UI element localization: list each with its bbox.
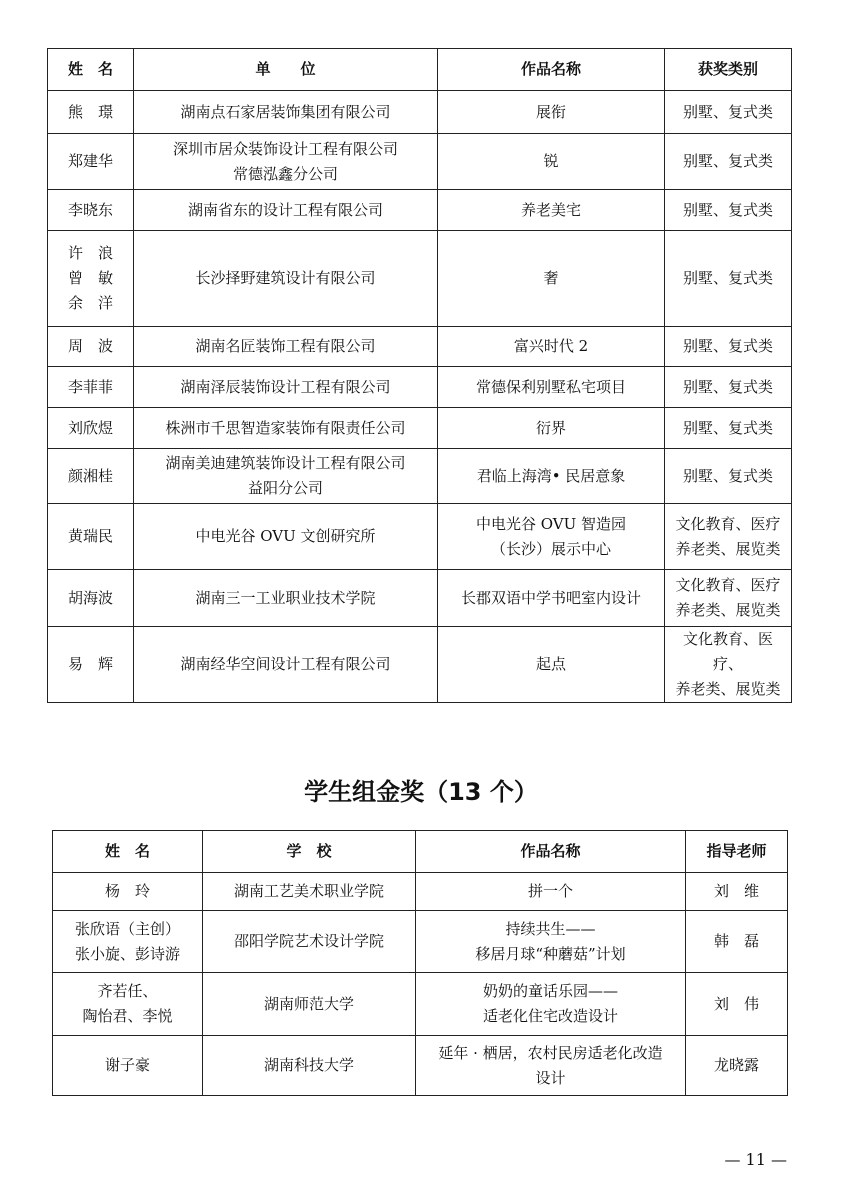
page-number: — 11 — [724,1150,787,1169]
cell-school [203,873,416,911]
header-name: 姓 名 [53,831,203,873]
cell-school [203,1036,416,1096]
cell-work [416,1036,686,1096]
table-row [53,911,788,973]
name-text: 李菲菲 [67,377,113,396]
unit-text: 长沙择野建筑设计有限公司 [195,269,376,287]
teacher-text: 刘 维 [713,882,759,900]
cell-work [438,570,665,627]
cell-name [48,91,134,134]
name-text: 黄瑞民 [67,527,113,545]
category-text: 别墅、复式类 [682,152,773,170]
cell-teacher [686,911,788,973]
header-work: 作品名称 [416,831,686,873]
header-category: 获奖类别 [665,49,792,91]
work-text: 富兴时代 2 [513,337,589,355]
cell-work [416,873,686,911]
table-row [48,627,792,703]
school-text: 湖南科技大学 [263,1056,354,1074]
work-text: 移居月球“种蘑菇”计划 [475,944,626,963]
category-text: 别墅、复式类 [682,418,773,437]
student-section-title: 学生组金奖（13 个） [304,778,538,806]
student-header-row [53,831,788,873]
cell-name [48,134,134,190]
student-table [52,830,788,1096]
cell-unit [134,91,438,134]
cell-unit [134,134,438,190]
name-text: 颜湘桂 [67,466,113,485]
cell-teacher [686,973,788,1036]
cell-name [48,570,134,627]
table-row [48,570,792,627]
category-text: 别墅、复式类 [682,200,773,219]
table-row [48,367,792,408]
unit-text: 深圳市居众装饰设计工程有限公司 [172,139,398,158]
cell-work [438,367,665,408]
category-text: 别墅、复式类 [682,102,773,121]
table-row [48,91,792,134]
cell-category [665,408,792,449]
cell-category [665,327,792,367]
header-name: 姓 名 [48,49,134,91]
work-text: 奶奶的童话乐园—— [482,982,618,1000]
work-text: 中电光谷 OVU 智造园 [475,514,627,533]
name-text: 郑建华 [67,152,113,170]
name-text: 刘欣煜 [67,418,113,437]
cell-teacher [686,873,788,911]
cell-name [48,327,134,367]
name-text: 李晓东 [67,200,113,219]
cell-name [48,504,134,570]
cell-name [53,873,203,911]
cell-work [416,911,686,973]
awards-table [47,48,792,703]
header-school: 学 校 [203,831,416,873]
cell-category [665,91,792,134]
unit-text: 湖南经华空间设计工程有限公司 [180,655,391,673]
table-row [53,973,788,1036]
work-text: 锐 [543,152,559,170]
cell-work [416,973,686,1036]
cell-unit [134,449,438,504]
unit-text: 益阳分公司 [247,479,323,497]
work-text: 常德保利别墅私宅项目 [475,377,626,396]
unit-text: 湖南三一工业职业技术学院 [195,588,376,607]
name-text: 曾 敏 [67,269,113,287]
cell-work [438,449,665,504]
header-teacher: 指导老师 [686,831,788,873]
cell-work [438,231,665,327]
cell-unit [134,190,438,231]
work-text: 养老美宅 [520,200,581,219]
school-text: 湖南师范大学 [263,994,354,1013]
name-text: 易 辉 [67,655,113,673]
cell-school [203,911,416,973]
school-text: 邵阳学院艺术设计学院 [233,932,384,950]
cell-name [48,190,134,231]
cell-name [48,408,134,449]
cell-name [53,973,203,1036]
name-text: 张欣语（主创） [74,919,180,938]
category-text: 文化教育、医疗 [675,576,781,594]
work-text: 君临上海湾• 民居意象 [476,466,626,485]
unit-text: 湖南点石家居装饰集团有限公司 [180,102,391,121]
work-text: 展衔 [535,102,566,121]
table-row [48,449,792,504]
cell-unit [134,327,438,367]
student-body [53,873,788,1096]
category-text: 文化教育、医疗 [675,514,781,533]
name-text: 陶怡君、李悦 [82,1007,173,1025]
name-text: 杨 玲 [104,882,150,900]
work-text: 衍界 [535,418,566,437]
cell-unit [134,504,438,570]
work-text: 延年 · 栖居，农村民房适老化改造 [438,1043,663,1062]
name-text: 谢子豪 [104,1056,150,1074]
name-text: 胡海波 [67,588,113,607]
table-row [48,504,792,570]
work-text: 起点 [535,655,566,673]
unit-text: 湖南省东的设计工程有限公司 [187,200,383,219]
awards-header-row [48,49,792,91]
awards-body [48,91,792,703]
name-text: 许 浪 [67,244,113,262]
name-text: 齐若任、 [97,982,158,1000]
cell-category [665,627,792,703]
table-row [48,408,792,449]
unit-text: 株洲市千思智造家装饰有限责任公司 [165,418,406,437]
cell-work [438,504,665,570]
teacher-text: 韩 磊 [713,932,759,950]
cell-category [665,190,792,231]
cell-name [48,231,134,327]
work-text: 拼一个 [527,882,573,900]
cell-work [438,627,665,703]
cell-unit [134,367,438,408]
table-row [53,873,788,911]
cell-name [48,449,134,504]
work-text: 适老化住宅改造设计 [482,1007,618,1025]
table-row [48,190,792,231]
unit-text: 常德泓鑫分公司 [232,164,338,183]
category-text: 养老类、展览类 [675,539,781,558]
category-text: 养老类、展览类 [675,680,781,698]
header-unit: 单 位 [134,49,438,91]
cell-category [665,570,792,627]
cell-work [438,408,665,449]
category-text: 别墅、复式类 [682,377,773,396]
cell-school [203,973,416,1036]
work-text: 奢 [543,269,559,287]
cell-category [665,504,792,570]
cell-unit [134,570,438,627]
cell-unit [134,627,438,703]
cell-category [665,449,792,504]
table-row [48,327,792,367]
table-row [48,231,792,327]
cell-name [53,1036,203,1096]
table-row [53,1036,788,1096]
work-text: 长郡双语中学书吧室内设计 [460,588,641,607]
category-text: 别墅、复式类 [682,466,773,485]
cell-name [53,911,203,973]
cell-teacher [686,1036,788,1096]
cell-unit [134,231,438,327]
name-text: 余 洋 [67,294,113,312]
cell-category [665,367,792,408]
unit-text: 湖南泽辰装饰设计工程有限公司 [180,377,391,396]
cell-category [665,231,792,327]
school-text: 湖南工艺美术职业学院 [233,882,384,900]
cell-unit [134,408,438,449]
table-row [48,134,792,190]
cell-work [438,134,665,190]
name-text: 熊 璟 [67,102,113,121]
cell-work [438,91,665,134]
cell-work [438,327,665,367]
unit-text: 中电光谷 OVU 文创研究所 [195,527,376,545]
category-text: 别墅、复式类 [682,269,773,287]
unit-text: 湖南名匠装饰工程有限公司 [195,337,376,355]
category-text: 别墅、复式类 [682,337,773,355]
cell-name [48,627,134,703]
name-text: 张小旋、彭诗游 [74,944,180,963]
work-text: （长沙）展示中心 [490,539,611,558]
cell-category [665,134,792,190]
category-text: 养老类、展览类 [675,601,781,619]
cell-work [438,190,665,231]
work-text: 持续共生—— [505,919,596,938]
header-work: 作品名称 [438,49,665,91]
category-text: 文化教育、医疗、 [682,630,773,673]
teacher-text: 刘 伟 [713,994,759,1013]
teacher-text: 龙晓露 [713,1056,759,1074]
work-text: 设计 [535,1068,566,1087]
name-text: 周 波 [67,337,113,355]
cell-name [48,367,134,408]
unit-text: 湖南美迪建筑装饰设计工程有限公司 [165,454,406,472]
